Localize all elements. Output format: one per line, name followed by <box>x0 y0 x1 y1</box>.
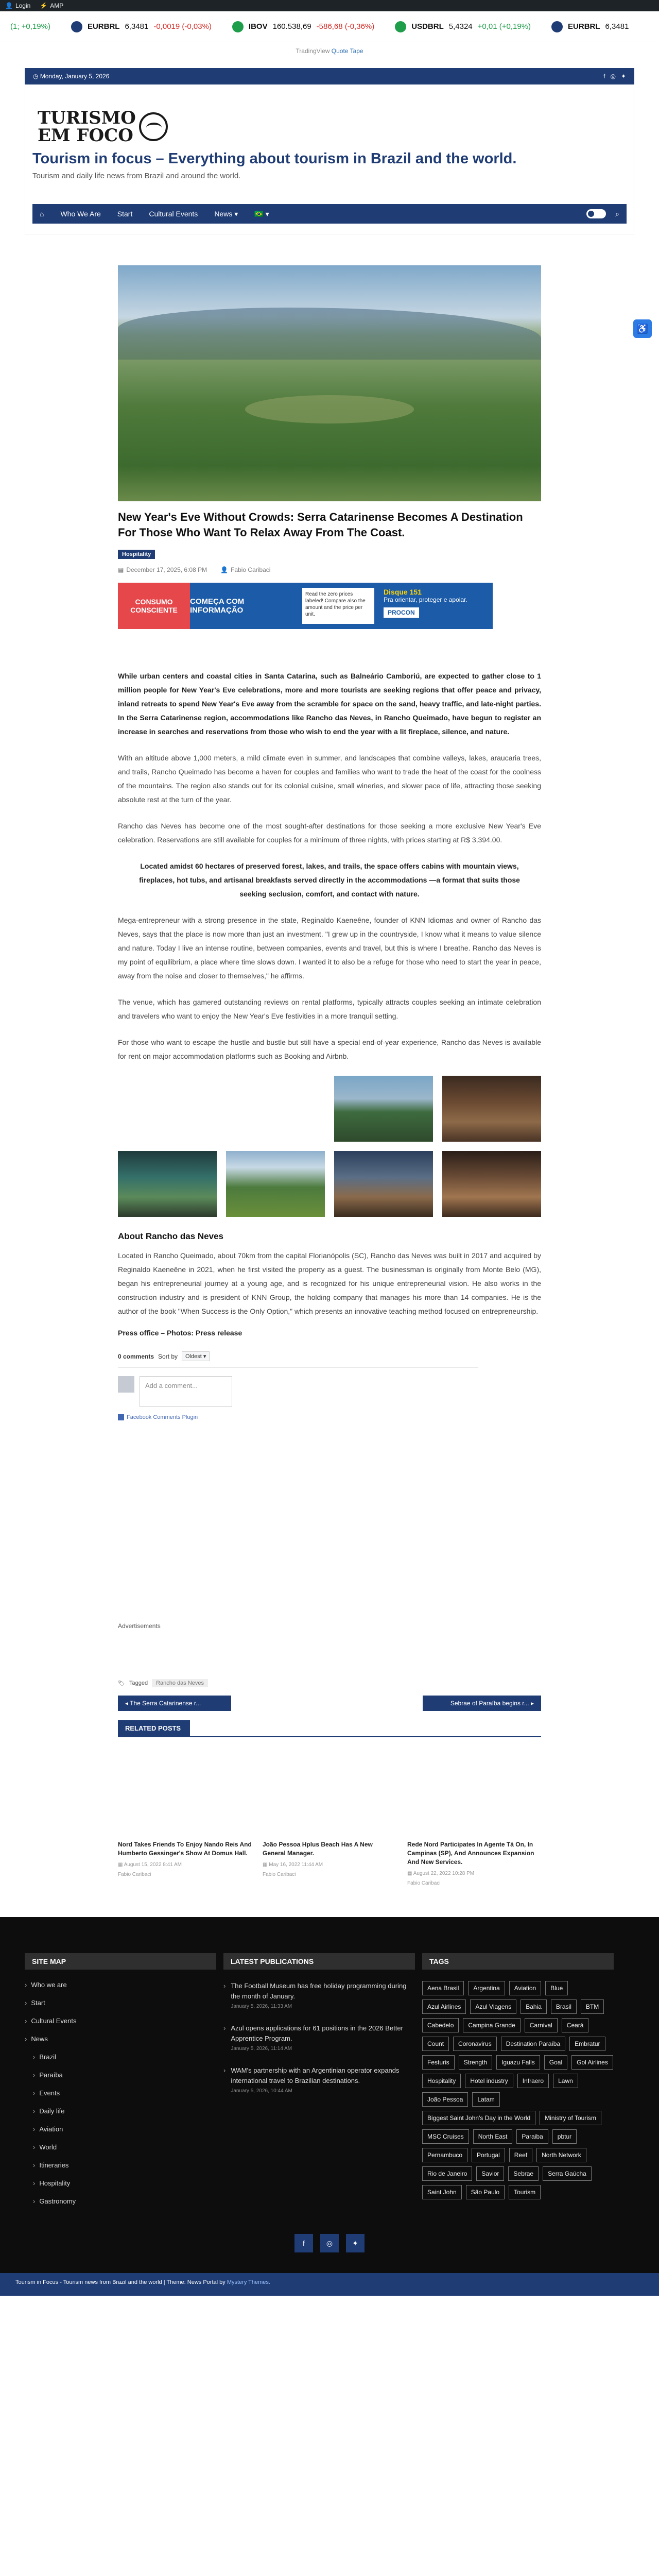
footer-tag[interactable]: Sebrae <box>508 2166 539 2181</box>
usd-flag-icon <box>395 21 406 32</box>
footer-tag[interactable]: Goal <box>544 2055 567 2070</box>
nav-cultural-events[interactable]: Cultural Events <box>149 210 198 218</box>
facebook-icon[interactable]: f <box>603 73 605 80</box>
quote-ticker[interactable] <box>0 11 659 42</box>
clock-icon: ◷ <box>33 73 40 80</box>
footer-tag[interactable]: Gol Airlines <box>571 2055 613 2070</box>
footer-tag[interactable]: São Paulo <box>466 2185 505 2199</box>
header-socials <box>603 73 626 80</box>
main-nav <box>32 204 627 224</box>
ad-banner[interactable]: CONSUMO CONSCIENTE COMEÇA COM INFORMAÇÃO Read the zero prices labeled! Compare also the amount and the price per unit. Disque 151 Pra orientar, proteger e apoiar. PROCON <box>118 583 493 629</box>
footer-tag[interactable]: Azul Viagens <box>470 1999 516 2014</box>
article-paragraph: The venue, which has gamered outstanding reviews on rental platforms, typically attracts couples seeking an intimate celebration and travelers who want to enjoy the New Year's Eve festivities in a more tranquil setting. <box>118 998 541 1020</box>
instagram-icon[interactable]: ◎ <box>610 73 616 80</box>
brl-flag-icon <box>232 21 244 32</box>
footer-tag[interactable]: Savior <box>476 2166 504 2181</box>
post-date[interactable]: December 17, 2025, 6:08 PM <box>126 566 207 573</box>
calendar-icon: ▦ <box>263 1862 269 1868</box>
tag-icon: 🏷 <box>118 1680 125 1687</box>
footer-tag[interactable]: Blue <box>545 1981 568 1995</box>
sitemap-item[interactable]: › Who we are <box>25 1981 216 1989</box>
footer-tag[interactable]: MSC Cruises <box>422 2129 469 2144</box>
related-post[interactable]: João Pessoa Hplus Beach Has A New General Manager. ▦ May 16, 2022 11:44 AM Fabio Caribaci <box>263 1841 373 1877</box>
sitemap-item[interactable]: › World <box>25 2143 216 2151</box>
footer-tag[interactable]: Infraero <box>517 2074 549 2088</box>
footer-tag[interactable]: Embratur <box>569 2037 605 2051</box>
sitemap-column: SITE MAP › Who we are › Start › Cultural Events › News › Brazil › Paraíba › Events › Daily life › Aviation › World › Itineraries › Hospitality › Gastronomy <box>25 1953 216 2215</box>
accessibility-icon[interactable]: ♿ <box>633 319 652 338</box>
footer-tag[interactable]: Iguazu Falls <box>496 2055 540 2070</box>
about-heading: About Rancho das Neves <box>118 1231 223 1241</box>
footer-tag[interactable]: pbtur <box>552 2129 577 2144</box>
amp-link[interactable]: ⚡ AMP <box>40 2 64 9</box>
footer-tag[interactable]: Brasil <box>551 1999 577 2014</box>
footer-tag[interactable]: Argentina <box>468 1981 505 1995</box>
about-paragraph: Located in Rancho Queimado, about 70km from the capital Florianópolis (SC), Rancho das Neves was built in 2017 and acquired by Reginaldo Kaeneêne in 2021, when he first visited the property as a guest. The businessman is originally from Monte Belo (MG), began his entrepreneurial journey at a young age, and is recognized for his unique entrepreneurial vision. He also works in the construction industry and is president of KNN Group, the holding company that manages his more than 14 companies. He is the author of the book "When Success is the Only Option," which presents an innovative teaching method focused on entrepreneurship. <box>118 1251 541 1315</box>
copyright-bar: Tourism in Focus - Tourism news from Brazil and the world | Theme: News Portal by Mystery Themes. <box>0 2273 659 2296</box>
footer-tag[interactable]: Portugal <box>472 2148 505 2162</box>
ticker-credit: TradingView Quote Tape <box>296 47 363 55</box>
about-body <box>118 1249 541 1318</box>
category-badge[interactable]: Hospitality <box>118 550 155 559</box>
gallery-photo[interactable] <box>118 1151 217 1217</box>
user-icon: 👤 <box>5 2 13 9</box>
facebook-icon <box>118 1414 124 1420</box>
ticker-item[interactable]: EURBRL 6,3481 <box>541 21 639 32</box>
sitemap-item[interactable]: › Aviation <box>25 2125 216 2133</box>
footer-tag[interactable]: North East <box>473 2129 513 2144</box>
gallery-photo[interactable] <box>226 1151 325 1217</box>
footer-tag[interactable]: Count <box>422 2037 449 2051</box>
press-credit: Press office – Photos: Press release <box>118 1329 242 1337</box>
comments-section: 0 comments Sort by Oldest ▾ Add a comment... Facebook Comments Plugin <box>118 1351 541 1420</box>
site-header <box>25 68 634 234</box>
article-highlight: Located amidst 60 hectares of preserved forest, lakes, and trails, the space offers cabins with mountain views, fireplaces, hot tubs, and artisanal breakfasts served directly in the accommodations —a format that suits those seeking seclusion, comfort, and contact with nature. <box>139 862 520 898</box>
dark-mode-toggle[interactable] <box>586 209 606 218</box>
site-title[interactable]: Tourism in focus – Everything about tourism in Brazil and the world. <box>32 150 517 167</box>
post-author[interactable]: Fabio Caribaci <box>231 566 271 573</box>
comment-input[interactable]: Add a comment... <box>140 1376 232 1407</box>
article-paragraph: With an altitude above 1,000 meters, a mild climate even in summer, and landscapes that combine valleys, lakes, araucaria trees, and trails, Rancho Queimado has become a haven for couples and families who want to trade the heat of the coast for the coolness of the mountains. The region also stands out for its colonial cuisine, small wineries, and slower pace of life, attracting those seeking absolute rest at the turn of the year. <box>118 754 541 804</box>
facebook-comments-link[interactable]: Facebook Comments Plugin <box>118 1414 541 1420</box>
sitemap-item[interactable]: › Paraíba <box>25 2071 216 2079</box>
footer-tag[interactable]: Cabedelo <box>422 2018 459 2032</box>
footer-tag[interactable]: Aviation <box>509 1981 541 1995</box>
footer-tag[interactable]: Reef <box>509 2148 532 2162</box>
nav-news[interactable]: News ▾ <box>214 209 238 218</box>
article-title: New Year's Eve Without Crowds: Serra Catarinense Becomes A Destination For Those Who Want To Relax Away From The Coast. <box>118 511 523 539</box>
site-footer <box>0 1917 659 2273</box>
next-post-link[interactable]: Sebrae of Paraíba begins r... ▸ <box>423 1696 541 1711</box>
ticker-item[interactable]: USDBRL 5,4324 +0,01 (+0,19%) <box>385 21 541 32</box>
photo-gallery <box>118 1076 541 1217</box>
ticker-item[interactable]: IBOV 160.538,69 -586,68 (-0,36%) <box>222 21 385 32</box>
footer-tag[interactable]: Rio de Janeiro <box>422 2166 472 2181</box>
language-switcher[interactable]: 🇧🇷 ▾ <box>254 209 269 218</box>
footer-tag[interactable]: Hotel industry <box>465 2074 513 2088</box>
tag-cloud <box>422 1981 614 2199</box>
related-post[interactable]: Rede Nord Participates In Agente Tá On, In Campinas (SP), And Announces Expansion And New Services. ▦ August 22, 2022 10:28 PM Fabio Caribaci <box>407 1841 534 1886</box>
eur-flag-icon <box>551 21 563 32</box>
facebook-icon[interactable]: f <box>294 2234 313 2252</box>
related-post[interactable]: Nord Takes Friends To Enjoy Nando Reis And Humberto Gessinger's Show At Domus Hall. ▦ August 15, 2022 8:41 AM Fabio Caribaci <box>118 1841 252 1877</box>
footer-tag[interactable]: Tourism <box>509 2185 541 2199</box>
sitemap-item[interactable]: › Cultural Events <box>25 2017 216 2025</box>
quote-tape-link[interactable]: Quote Tape <box>331 47 363 55</box>
footer-tag[interactable]: João Pessoa <box>422 2092 468 2107</box>
amp-icon: ⚡ <box>40 2 48 9</box>
sort-select[interactable]: Oldest ▾ <box>182 1351 210 1361</box>
article-paragraph: Rancho das Neves has become one of the most sought-after destinations for those seeking a more exclusive New Year's Eve celebration. Reservations are still available for couples for a minimum of three nights, with prices starting at R$ 3,394.00. <box>118 822 541 844</box>
footer-tag[interactable]: Lawn <box>553 2074 578 2088</box>
footer-socials <box>25 2234 634 2252</box>
gallery-photo[interactable] <box>442 1151 541 1217</box>
calendar-icon: ▦ <box>407 1871 413 1876</box>
admin-bar <box>0 0 659 11</box>
login-link[interactable]: 👤 Login <box>5 2 31 9</box>
instagram-icon[interactable]: ◎ <box>320 2234 339 2252</box>
publication-item[interactable]: › Azul opens applications for 61 positions in the 2026 Better Apprentice Program. January 5, 2026, 11:14 AM <box>223 2023 415 2054</box>
footer-tag[interactable]: Hospitality <box>422 2074 461 2088</box>
publications-column: LATEST PUBLICATIONS › The Football Museum has free holiday programming during the month of January. January 5, 2026, 11:33 AM › Azul opens applications for 61 positions in the 2026 Better Apprentice Program. January 5, 2026, 11:14 AM › WAM's partnership with an Argentinian operator expands international travel to Brazilian destinations. January 5, 2026, 10:44 AM <box>223 1953 415 2215</box>
related-posts <box>118 1840 541 1907</box>
sitemap-item[interactable]: › Gastronomy <box>25 2197 216 2205</box>
sitemap-item[interactable]: › News <box>25 2035 216 2043</box>
theme-author-link[interactable]: Mystery Themes. <box>227 2279 270 2285</box>
procon-logo: PROCON <box>384 607 419 618</box>
footer-tag[interactable]: BTM <box>581 1999 604 2014</box>
nav-home-icon[interactable]: ⌂ <box>40 210 44 218</box>
footer-tag[interactable]: Latam <box>472 2092 499 2107</box>
sitemap-item[interactable]: › Start <box>25 1999 216 2007</box>
calendar-icon: ▦ <box>118 1862 124 1868</box>
sitemap-item[interactable]: › Events <box>25 2089 216 2097</box>
tag-link[interactable]: Rancho das Neves <box>152 1679 208 1687</box>
article-paragraph: For those who want to escape the hustle and bustle but still have a special end-of-year experience, Rancho das Neves is available for rent on major accommodation platforms such as Booking and Airbnb. <box>118 1038 541 1060</box>
article-body <box>118 669 541 1063</box>
footer-tag[interactable]: Paraiba <box>516 2129 548 2144</box>
comment-count: 0 comments <box>118 1352 154 1360</box>
footer-tag[interactable]: Biggest Saint John's Day in the World <box>422 2111 535 2125</box>
footer-tag[interactable]: Carnival <box>525 2018 558 2032</box>
author-icon: 👤 <box>220 566 229 573</box>
tags-column: TAGS Aena Brasil Argentina Aviation Blue Azul Airlines Azul Viagens Bahia Brasil BTM Cabedelo Campina Grande Carnival Ceará Count Coronavirus Destination Paraíba Embratur Festuris Strength Iguazu Falls Goal Gol Airlines Hospitality Hotel industry Infraero Lawn João Pessoa Latam Biggest Saint John's Day in the World Ministry of Tourism MSC Cruises North East Paraiba pbtur Pernambuco Portugal Reef North Network Rio de Janeiro Savior Sebrae Serra Gaúcha Saint John São Paulo Tourism <box>422 1953 614 2215</box>
avatar <box>118 1376 134 1393</box>
article-meta <box>118 566 541 573</box>
site-tagline: Tourism and daily life news from Brazil and around the world. <box>32 172 241 180</box>
post-navigation <box>118 1696 541 1711</box>
footer-tag[interactable]: Aena Brasil <box>422 1981 464 1995</box>
current-date: Monday, January 5, 2026 <box>40 73 110 80</box>
logo-emblem-icon <box>139 112 168 141</box>
nav-who-we-are[interactable]: Who We Are <box>60 210 101 218</box>
footer-tag[interactable]: Festuris <box>422 2055 455 2070</box>
sitemap-item[interactable]: › Hospitality <box>25 2179 216 2187</box>
footer-tag[interactable]: Azul Airlines <box>422 1999 466 2014</box>
site-logo[interactable]: TURISMO EM FOCO <box>38 109 627 144</box>
ticker-item[interactable]: (1; +0,19%) <box>10 22 50 31</box>
sitemap-item[interactable]: › Brazil <box>25 2053 216 2061</box>
publication-item[interactable]: › WAM's partnership with an Argentinian operator expands international travel to Brazilian destinations. January 5, 2026, 10:44 AM <box>223 2065 415 2096</box>
footer-tag[interactable]: Strength <box>459 2055 492 2070</box>
footer-tag[interactable]: Pernambuco <box>422 2148 467 2162</box>
footer-tag[interactable]: Ceará <box>562 2018 589 2032</box>
footer-tag[interactable]: Serra Gaúcha <box>543 2166 592 2181</box>
search-icon[interactable]: ⌕ <box>615 209 619 218</box>
gallery-photo[interactable] <box>334 1151 433 1217</box>
hero-image <box>118 265 541 501</box>
related-heading: RELATED POSTS <box>118 1720 190 1736</box>
footer-tag[interactable]: Destination Paraíba <box>501 2037 565 2051</box>
header-box <box>25 84 634 234</box>
sitemap-item[interactable]: › Daily life <box>25 2107 216 2115</box>
twitter-icon[interactable]: ✦ <box>620 73 626 80</box>
post-tags: 🏷 Tagged Rancho das Neves <box>118 1679 541 1687</box>
eur-flag-icon <box>71 21 82 32</box>
footer-tag[interactable]: Coronavirus <box>453 2037 497 2051</box>
footer-tag[interactable]: Bahia <box>521 1999 547 2014</box>
article-paragraph: While urban centers and coastal cities in Santa Catarina, such as Balneário Camboriú, are expected to gather close to 1 million people for New Year's Eve celebrations, more and more tourists are seeking regions that offer peace and privacy, inland retreats to spend New Year's Eve away from the scramble for space on the sand, heavy traffic, and late-night parties. In the Serra Catarinense region, accommodations like Rancho das Neves, in Rancho Queimado, have begun to register an increase in searches and reservations from those who wish to end the year with a lit fireplace, silence, and nature. <box>118 672 541 736</box>
footer-tag[interactable]: Saint John <box>422 2185 462 2199</box>
calendar-icon: ▦ <box>118 566 124 573</box>
footer-tag[interactable]: Ministry of Tourism <box>540 2111 601 2125</box>
sitemap-item[interactable]: › Itineraries <box>25 2161 216 2169</box>
twitter-icon[interactable]: ✦ <box>346 2234 365 2252</box>
advertisements-label: Advertisements <box>118 1622 161 1630</box>
ticker-item[interactable]: EURBRL 6,3481 -0,0019 (-0,03%) <box>61 21 222 32</box>
gallery-photo[interactable] <box>442 1076 541 1142</box>
previous-post-link[interactable]: ◂ The Serra Catarinense r... <box>118 1696 231 1711</box>
footer-tag[interactable]: North Network <box>536 2148 586 2162</box>
gallery-photo[interactable] <box>334 1076 433 1142</box>
article <box>118 234 541 1907</box>
nav-start[interactable]: Start <box>117 210 133 218</box>
article-paragraph: Mega-entrepreneur with a strong presence in the state, Reginaldo Kaeneêne, founder of KNN Idiomas and owner of Rancho das Neves, says that the place is now more than just an investment. "I grew up in the countryside, I know what it means to value silence and nature. Today I live an intense routine, between companies, events and travel, but this is where I breathe. Rancho das Neves is my point of equilibrium, a place where time slows down. I wanted it to also be a refuge for those who need to start the year in peace, away from the noise and closer to themselves," he affirms. <box>118 916 541 980</box>
footer-tag[interactable]: Campina Grande <box>463 2018 520 2032</box>
publication-item[interactable]: › The Football Museum has free holiday programming during the month of January. January 5, 2026, 11:33 AM <box>223 1981 415 2012</box>
date-bar <box>25 68 634 84</box>
